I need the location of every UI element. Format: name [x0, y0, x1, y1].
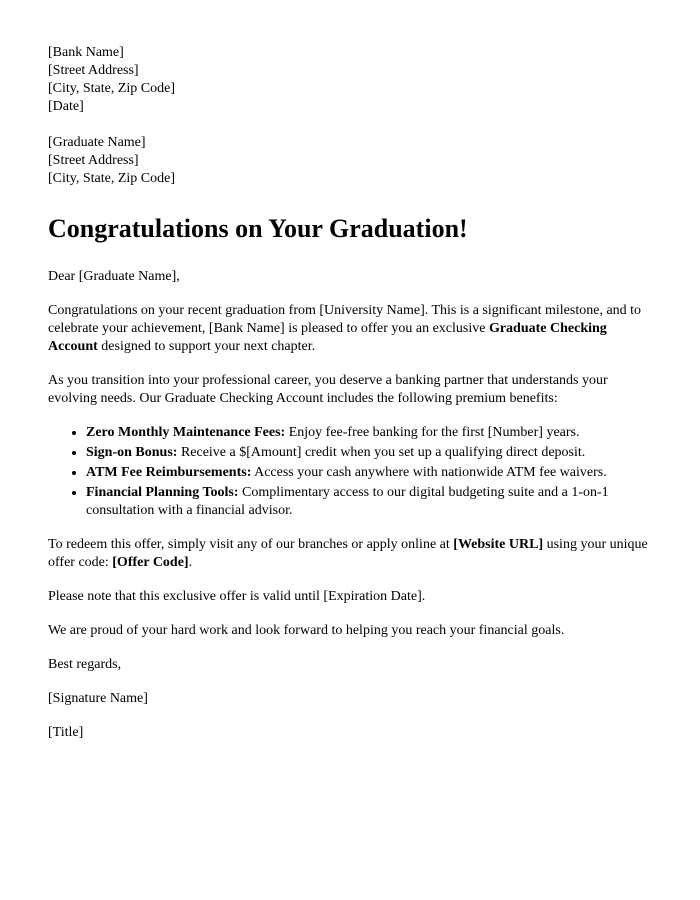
sender-city-state-zip: [City, State, Zip Code]	[48, 81, 176, 96]
pride-paragraph: We are proud of your hard work and look forward to helping you reach your financial goals.	[48, 623, 565, 638]
letter-date: [Date]	[48, 99, 84, 114]
sign-off: Best regards,	[48, 657, 122, 672]
sender-street-address: [Street Address]	[48, 63, 139, 78]
redeem-text-3: .	[188, 555, 193, 570]
website-url: [Website URL]	[453, 537, 544, 552]
salutation: Dear [Graduate Name],	[48, 269, 180, 284]
letter-heading: Congratulations on Your Graduation!	[48, 214, 468, 243]
recipient-name: [Graduate Name]	[48, 135, 146, 150]
intro-text-before: Congratulations on your recent graduation from [University Name]. This is a significant milestone, and to celebrate your achievement, [Bank Name] is pleased to offer you an exclusive	[48, 303, 642, 336]
intro-text-after: designed to support your next chapter.	[97, 339, 316, 354]
benefit-item	[86, 444, 650, 462]
offer-code: [Offer Code]	[112, 555, 189, 570]
validity-paragraph: Please note that this exclusive offer is valid until [Expiration Date].	[48, 589, 426, 604]
redeem-text-2: using your unique offer code:	[48, 537, 648, 570]
recipient-city-state-zip: [City, State, Zip Code]	[48, 171, 176, 186]
benefit-text: Complimentary access to our digital budgeting suite and a 1-on-1 consultation with a financial advisor.	[86, 485, 609, 518]
signature-title: [Title]	[48, 725, 84, 740]
benefit-item	[86, 424, 650, 442]
intro-bold-account: Graduate Checking Account	[48, 321, 607, 354]
redeem-paragraph	[48, 536, 650, 572]
benefit-label: Sign-on Bonus:	[86, 445, 178, 460]
signature-name: [Signature Name]	[48, 691, 148, 706]
benefit-item	[86, 484, 650, 520]
benefit-label: Financial Planning Tools:	[86, 485, 239, 500]
benefit-label: ATM Fee Reimbursements:	[86, 465, 252, 480]
benefits-intro-paragraph: As you transition into your professional career, you deserve a banking partner that understands your evolving needs. Our Graduate Checking Account includes the following premium benefits:	[48, 373, 608, 406]
benefit-text: Access your cash anywhere with nationwide ATM fee waivers.	[251, 465, 607, 480]
recipient-address-block	[48, 134, 650, 188]
benefits-list	[48, 424, 650, 520]
sender-address-block	[48, 44, 650, 116]
benefit-label: Zero Monthly Maintenance Fees:	[86, 425, 286, 440]
redeem-text-1: To redeem this offer, simply visit any of our branches or apply online at	[48, 537, 454, 552]
sender-bank-name: [Bank Name]	[48, 45, 124, 60]
benefit-text: Enjoy fee-free banking for the first [Number] years.	[285, 425, 580, 440]
benefit-text: Receive a $[Amount] credit when you set up a qualifying direct deposit.	[177, 445, 586, 460]
benefit-item	[86, 464, 650, 482]
recipient-street-address: [Street Address]	[48, 153, 139, 168]
signature-block	[48, 656, 650, 742]
intro-paragraph	[48, 302, 650, 356]
